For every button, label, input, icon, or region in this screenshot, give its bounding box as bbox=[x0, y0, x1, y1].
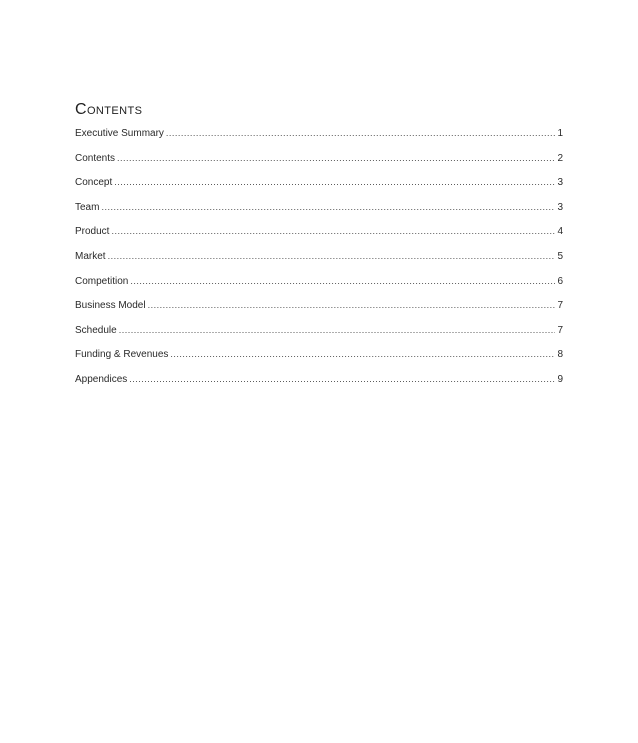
dot-leader bbox=[108, 251, 555, 261]
toc-entry-product[interactable] bbox=[75, 226, 563, 251]
toc-entry-title: Market bbox=[75, 250, 106, 262]
toc-entry-competition[interactable] bbox=[75, 276, 563, 301]
toc-entry-title: Funding & Revenues bbox=[75, 349, 169, 361]
toc-entry-page-number: 3 bbox=[557, 177, 563, 189]
dot-leader bbox=[148, 300, 555, 310]
toc-heading: Contents bbox=[75, 101, 143, 118]
dot-leader bbox=[170, 349, 555, 359]
toc-entry-title: Business Model bbox=[75, 300, 146, 312]
toc-entry-page-number: 2 bbox=[557, 152, 563, 164]
toc-entry-title: Team bbox=[75, 201, 100, 213]
dot-leader bbox=[119, 325, 555, 335]
dot-leader bbox=[166, 128, 555, 138]
toc-entry-executive-summary[interactable] bbox=[75, 128, 563, 153]
toc-entry-appendices[interactable] bbox=[75, 374, 563, 399]
table-of-contents bbox=[75, 128, 563, 399]
toc-entry-title: Schedule bbox=[75, 324, 117, 336]
toc-entry-title: Appendices bbox=[75, 373, 128, 385]
dot-leader bbox=[117, 153, 555, 163]
toc-entry-page-number: 8 bbox=[557, 349, 563, 361]
toc-entry-page-number: 9 bbox=[557, 373, 563, 385]
dot-leader bbox=[130, 276, 555, 286]
toc-entry-page-number: 1 bbox=[557, 128, 563, 139]
toc-entry-page-number: 7 bbox=[557, 300, 563, 312]
toc-entry-market[interactable] bbox=[75, 251, 563, 276]
toc-entry-team[interactable] bbox=[75, 202, 563, 227]
toc-entry-title: Product bbox=[75, 226, 110, 238]
toc-entry-page-number: 4 bbox=[557, 226, 563, 238]
toc-entry-contents[interactable] bbox=[75, 153, 563, 178]
toc-entry-funding-revenues[interactable] bbox=[75, 349, 563, 374]
dot-leader bbox=[111, 226, 555, 236]
toc-entry-business-model[interactable] bbox=[75, 300, 563, 325]
toc-entry-title: Concept bbox=[75, 177, 113, 189]
toc-entry-title: Competition bbox=[75, 275, 129, 287]
toc-entry-title: Executive Summary bbox=[75, 128, 164, 139]
toc-entry-title: Contents bbox=[75, 152, 116, 164]
toc-entry-page-number: 5 bbox=[557, 250, 563, 262]
dot-leader bbox=[129, 374, 555, 384]
dot-leader bbox=[114, 177, 555, 187]
toc-entry-page-number: 3 bbox=[557, 201, 563, 213]
toc-entry-schedule[interactable] bbox=[75, 325, 563, 350]
toc-entry-page-number: 6 bbox=[557, 275, 563, 287]
toc-entry-concept[interactable] bbox=[75, 177, 563, 202]
toc-entry-page-number: 7 bbox=[557, 324, 563, 336]
dot-leader bbox=[101, 202, 555, 212]
